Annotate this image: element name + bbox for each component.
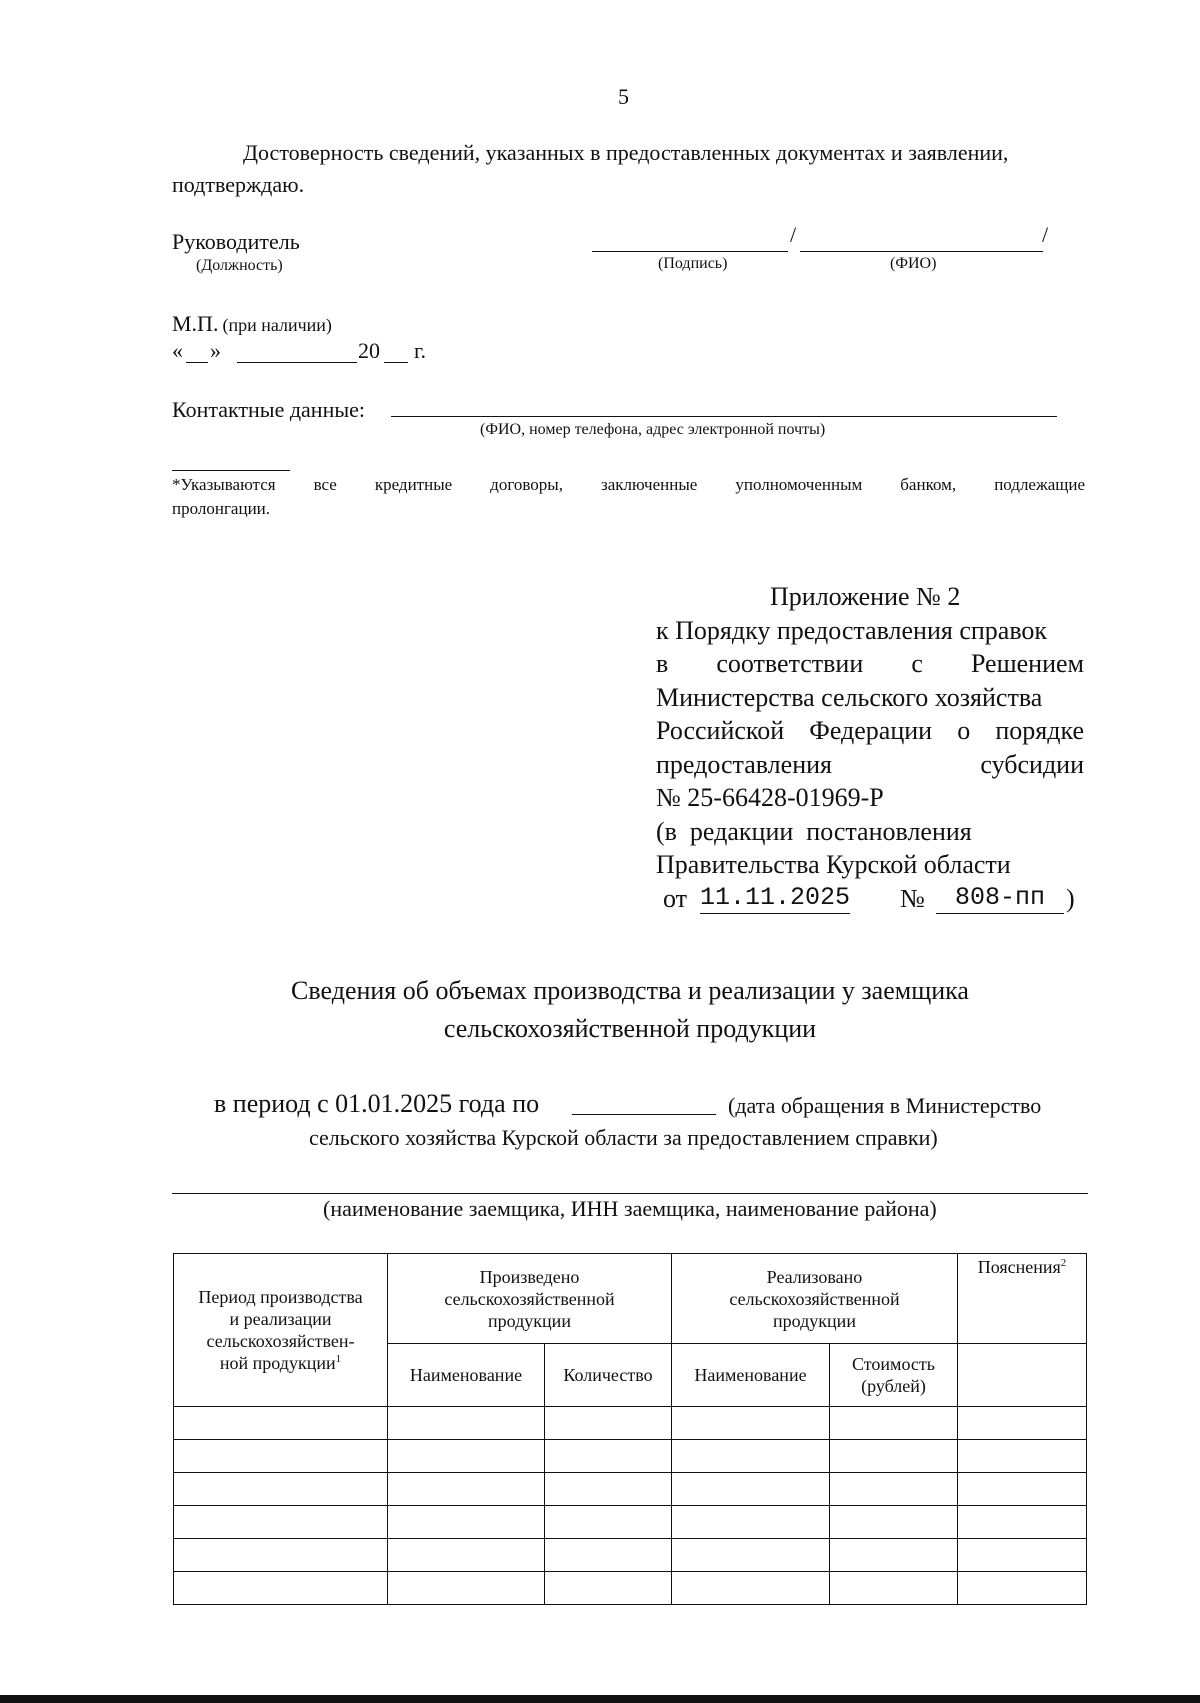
table-cell[interactable] [830, 1440, 958, 1473]
date-year-prefix: 20 [358, 338, 380, 363]
header-sold-text: Реализовано [766, 1266, 863, 1287]
contacts-caption: (ФИО, номер телефона, адрес электронной почты) [480, 421, 826, 438]
signature-slash-1: / [790, 222, 797, 247]
footnote-line-2: пролонгации. [172, 499, 271, 518]
signature-role-caption: (Должность) [196, 257, 283, 274]
table-cell[interactable] [388, 1407, 545, 1440]
appendix-line-9 [656, 882, 1084, 916]
header-produced-text: продукции [488, 1310, 571, 1331]
appendix-date-value: 11.11.2025 [700, 882, 851, 912]
scan-edge [0, 1695, 1200, 1703]
appendix-word: субсидии [980, 749, 1084, 779]
signature-sign-caption: (Подпись) [658, 255, 728, 272]
table-cell[interactable] [672, 1407, 830, 1440]
production-table [173, 1253, 1087, 1605]
appendix-line-3: Министерства сельского хозяйства [656, 682, 1043, 712]
subheader-cost-text: Стоимость [852, 1354, 935, 1374]
appendix-line-6: № 25-66428-01969-Р [656, 783, 884, 812]
table-cell[interactable] [174, 1572, 388, 1605]
appendix-word: предоставления [656, 749, 832, 779]
table-cell[interactable] [388, 1506, 545, 1539]
appendix-number-value: 808-пп [936, 882, 1064, 914]
header-produced [388, 1254, 672, 1344]
footnote-ref: 2 [1060, 1257, 1067, 1269]
appendix-word: Федерации [809, 716, 933, 745]
subheader-notes-empty [958, 1344, 1087, 1407]
table-cell[interactable] [388, 1440, 545, 1473]
appendix-close-paren: ) [1066, 883, 1075, 913]
table-cell[interactable] [672, 1539, 830, 1572]
table-cell[interactable] [174, 1539, 388, 1572]
table-cell[interactable] [958, 1473, 1087, 1506]
signature-line [592, 251, 788, 252]
table-cell[interactable] [545, 1572, 672, 1605]
table-cell[interactable] [958, 1572, 1087, 1605]
date-year-line [384, 362, 408, 363]
table-cell[interactable] [830, 1572, 958, 1605]
date-year-suffix: г. [414, 338, 427, 363]
fio-line [800, 251, 1043, 252]
header-period-text: сельскохозяйствен- [206, 1331, 355, 1351]
date-close-quote: » [210, 338, 221, 363]
table-cell[interactable] [545, 1506, 672, 1539]
heading-line-1: Сведения об объемах производства и реализации у заемщика [291, 976, 969, 1005]
table-cell[interactable] [174, 1440, 388, 1473]
table-cell[interactable] [958, 1440, 1087, 1473]
table-cell[interactable] [388, 1539, 545, 1572]
date-month-line [237, 362, 357, 363]
appendix-block [656, 580, 1084, 916]
appendix-line-5 [656, 748, 1084, 782]
table-cell[interactable] [958, 1506, 1087, 1539]
subheader-quantity: Количество [545, 1344, 672, 1407]
table-cell[interactable] [830, 1506, 958, 1539]
table-cell[interactable] [830, 1539, 958, 1572]
footnote-line-1: *Указываются все кредитные договоры, заключенные уполномоченным банком, подлежащие [172, 475, 1085, 494]
header-sold-text: продукции [773, 1310, 856, 1331]
header-produced-text: Произведено [479, 1266, 580, 1287]
appendix-line-1: к Порядку предоставления справок [656, 615, 1048, 645]
subheader-cost-text: (рублей) [861, 1376, 926, 1396]
stamp-mp: М.П. [172, 311, 219, 336]
table-row [174, 1539, 1087, 1572]
period-text: в период с 01.01.2025 года по [214, 1089, 540, 1118]
table-cell[interactable] [545, 1440, 672, 1473]
table-row [174, 1407, 1087, 1440]
borrower-caption: (наименование заемщика, ИНН заемщика, наименование района) [323, 1196, 937, 1221]
header-sold [672, 1254, 958, 1344]
stamp-note: (при наличии) [222, 315, 332, 335]
table-cell[interactable] [174, 1506, 388, 1539]
table-cell[interactable] [830, 1473, 958, 1506]
appendix-word: Российской [656, 716, 785, 745]
table-row [174, 1473, 1087, 1506]
table-cell[interactable] [545, 1407, 672, 1440]
header-period-text: ной продукции [219, 1353, 336, 1373]
table-row [174, 1440, 1087, 1473]
table-cell[interactable] [672, 1506, 830, 1539]
table-cell[interactable] [174, 1473, 388, 1506]
table-row [174, 1572, 1087, 1605]
confirmation-line-2: подтверждаю. [172, 172, 305, 197]
table-cell[interactable] [174, 1407, 388, 1440]
table-cell[interactable] [388, 1473, 545, 1506]
appendix-word: о [957, 716, 971, 745]
appendix-line-4 [656, 714, 1084, 748]
appendix-title: Приложение № 2 [770, 582, 961, 611]
footnote-divider [172, 470, 290, 471]
table-row [174, 1506, 1087, 1539]
date-open-quote: « [172, 338, 183, 363]
borrower-line [172, 1193, 1088, 1194]
appendix-from-label: от [663, 883, 688, 913]
contacts-label: Контактные данные: [172, 397, 365, 422]
period-note-1: (дата обращения в Министерство [728, 1093, 1042, 1118]
heading-line-2: сельскохозяйственной продукции [443, 1014, 817, 1043]
table-cell[interactable] [958, 1407, 1087, 1440]
footnote-ref: 1 [335, 1353, 342, 1365]
table-cell[interactable] [672, 1440, 830, 1473]
signature-role: Руководитель [172, 229, 300, 254]
header-period-text: и реализации [229, 1309, 332, 1329]
subheader-name-2: Наименование [672, 1344, 830, 1407]
appendix-line-7: (в редакции постановления [656, 816, 972, 846]
appendix-line-2 [656, 647, 1084, 681]
header-notes [958, 1254, 1087, 1344]
appendix-word: соответствии [716, 649, 864, 678]
header-notes-text: Пояснения [977, 1257, 1061, 1277]
period-note-2: сельского хозяйства Курской области за предоставлением справки) [309, 1125, 938, 1150]
appendix-word: Решением [970, 649, 1084, 678]
stamp-label [172, 311, 332, 337]
header-period [174, 1254, 388, 1407]
table-cell[interactable] [672, 1473, 830, 1506]
appendix-word: с [911, 649, 923, 678]
period-date-line [572, 1114, 716, 1115]
table-cell[interactable] [545, 1473, 672, 1506]
contacts-line [391, 416, 1057, 417]
subheader-name: Наименование [388, 1344, 545, 1407]
subheader-cost [830, 1344, 958, 1407]
signature-slash-2: / [1042, 222, 1049, 247]
confirmation-line-1: Достоверность сведений, указанных в предоставленных документах и заявлении, [243, 140, 1009, 165]
table-cell[interactable] [388, 1572, 545, 1605]
header-sold-text: сельскохозяйственной [729, 1288, 900, 1309]
page-number: 5 [618, 84, 629, 109]
header-produced-text: сельскохозяйственной [444, 1288, 615, 1309]
date-day-line [186, 362, 208, 363]
table-cell[interactable] [672, 1572, 830, 1605]
table-cell[interactable] [545, 1539, 672, 1572]
appendix-number-label: № [900, 883, 925, 913]
header-period-text: Период производства [198, 1287, 363, 1307]
signature-fio-caption: (ФИО) [890, 255, 937, 272]
table-cell[interactable] [830, 1407, 958, 1440]
appendix-line-8: Правительства Курской области [656, 850, 1011, 879]
appendix-word: порядке [995, 716, 1084, 745]
table-cell[interactable] [958, 1539, 1087, 1572]
appendix-word: в [656, 649, 669, 678]
